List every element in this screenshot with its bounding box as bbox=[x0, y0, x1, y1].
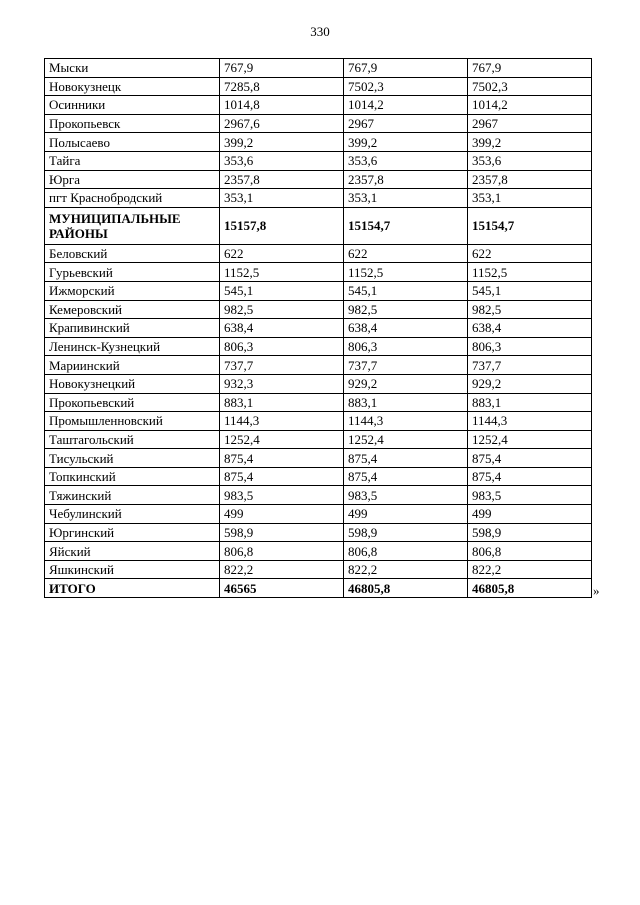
table-row bbox=[45, 244, 592, 263]
row-name-cell: Ленинск-Кузнецкий bbox=[45, 337, 220, 356]
value-cell: 932,3 bbox=[220, 374, 344, 393]
table-row bbox=[45, 523, 592, 542]
value-cell: 875,4 bbox=[344, 449, 468, 468]
table-row bbox=[45, 337, 592, 356]
value-cell: 622 bbox=[344, 244, 468, 263]
row-name-cell: Яйский bbox=[45, 542, 220, 561]
value-cell: 2357,8 bbox=[468, 170, 592, 189]
row-name-cell: Кемеровский bbox=[45, 300, 220, 319]
row-name-cell: Мыски bbox=[45, 59, 220, 78]
table-row bbox=[45, 449, 592, 468]
value-cell: 2357,8 bbox=[220, 170, 344, 189]
value-cell: 353,1 bbox=[220, 189, 344, 208]
table-row bbox=[45, 300, 592, 319]
row-name-cell: Ижморский bbox=[45, 281, 220, 300]
value-cell: 598,9 bbox=[220, 523, 344, 542]
value-cell: 1014,2 bbox=[344, 96, 468, 115]
row-name-cell: Тайга bbox=[45, 151, 220, 170]
value-cell: 1144,3 bbox=[468, 412, 592, 431]
value-cell: 875,4 bbox=[344, 467, 468, 486]
row-name-cell: Гурьевский bbox=[45, 263, 220, 282]
row-name-cell: Тисульский bbox=[45, 449, 220, 468]
row-name-cell: Юргинский bbox=[45, 523, 220, 542]
value-cell: 15157,8 bbox=[220, 207, 344, 244]
value-cell: 353,6 bbox=[344, 151, 468, 170]
value-cell: 2967,6 bbox=[220, 114, 344, 133]
table-row bbox=[45, 430, 592, 449]
value-cell: 622 bbox=[468, 244, 592, 263]
table-row bbox=[45, 505, 592, 524]
table-row bbox=[45, 59, 592, 78]
value-cell: 1152,5 bbox=[220, 263, 344, 282]
value-cell: 598,9 bbox=[344, 523, 468, 542]
value-cell: 982,5 bbox=[468, 300, 592, 319]
value-cell: 598,9 bbox=[468, 523, 592, 542]
value-cell: 638,4 bbox=[344, 319, 468, 338]
value-cell: 737,7 bbox=[220, 356, 344, 375]
value-cell: 622 bbox=[220, 244, 344, 263]
value-cell: 806,3 bbox=[344, 337, 468, 356]
row-name-cell: Прокопьевск bbox=[45, 114, 220, 133]
value-cell: 399,2 bbox=[220, 133, 344, 152]
value-cell: 1014,8 bbox=[220, 96, 344, 115]
table-row bbox=[45, 319, 592, 338]
table-row bbox=[45, 579, 592, 598]
row-name-cell: Топкинский bbox=[45, 467, 220, 486]
value-cell: 499 bbox=[468, 505, 592, 524]
value-cell: 883,1 bbox=[344, 393, 468, 412]
value-cell: 875,4 bbox=[468, 449, 592, 468]
value-cell: 822,2 bbox=[468, 560, 592, 579]
table-row bbox=[45, 356, 592, 375]
value-cell: 737,7 bbox=[344, 356, 468, 375]
value-cell: 46805,8 bbox=[468, 579, 592, 598]
closing-quote: » bbox=[593, 583, 600, 598]
value-cell: 929,2 bbox=[468, 374, 592, 393]
table-row bbox=[45, 133, 592, 152]
value-cell: 499 bbox=[344, 505, 468, 524]
value-cell: 638,4 bbox=[220, 319, 344, 338]
value-cell: 982,5 bbox=[220, 300, 344, 319]
value-cell: 983,5 bbox=[344, 486, 468, 505]
table-row bbox=[45, 281, 592, 300]
value-cell: 545,1 bbox=[344, 281, 468, 300]
table-row bbox=[45, 467, 592, 486]
row-name-cell: Юрга bbox=[45, 170, 220, 189]
value-cell: 499 bbox=[220, 505, 344, 524]
value-cell: 1152,5 bbox=[468, 263, 592, 282]
value-cell: 353,6 bbox=[220, 151, 344, 170]
value-cell: 2967 bbox=[344, 114, 468, 133]
value-cell: 7502,3 bbox=[468, 77, 592, 96]
row-name-cell: Новокузнецкий bbox=[45, 374, 220, 393]
value-cell: 806,3 bbox=[468, 337, 592, 356]
table-row bbox=[45, 170, 592, 189]
table-row bbox=[45, 207, 592, 244]
value-cell: 875,4 bbox=[220, 467, 344, 486]
row-name-cell: Тяжинский bbox=[45, 486, 220, 505]
value-cell: 7285,8 bbox=[220, 77, 344, 96]
table-row bbox=[45, 114, 592, 133]
value-cell: 15154,7 bbox=[468, 207, 592, 244]
value-cell: 883,1 bbox=[220, 393, 344, 412]
value-cell: 15154,7 bbox=[344, 207, 468, 244]
row-name-cell: Чебулинский bbox=[45, 505, 220, 524]
table-row bbox=[45, 412, 592, 431]
value-cell: 983,5 bbox=[220, 486, 344, 505]
row-name-cell: Полысаево bbox=[45, 133, 220, 152]
table-row bbox=[45, 189, 592, 208]
value-cell: 399,2 bbox=[344, 133, 468, 152]
value-cell: 7502,3 bbox=[344, 77, 468, 96]
row-name-cell: пгт Краснобродский bbox=[45, 189, 220, 208]
row-name-cell: Яшкинский bbox=[45, 560, 220, 579]
value-cell: 545,1 bbox=[468, 281, 592, 300]
value-cell: 1252,4 bbox=[220, 430, 344, 449]
value-cell: 806,8 bbox=[344, 542, 468, 561]
table-row bbox=[45, 560, 592, 579]
value-cell: 767,9 bbox=[220, 59, 344, 78]
value-cell: 1252,4 bbox=[344, 430, 468, 449]
value-cell: 353,1 bbox=[344, 189, 468, 208]
value-cell: 929,2 bbox=[344, 374, 468, 393]
value-cell: 1152,5 bbox=[344, 263, 468, 282]
value-cell: 767,9 bbox=[344, 59, 468, 78]
row-name-cell: Крапивинский bbox=[45, 319, 220, 338]
value-cell: 46805,8 bbox=[344, 579, 468, 598]
row-name-cell: Промышленновский bbox=[45, 412, 220, 431]
value-cell: 545,1 bbox=[220, 281, 344, 300]
value-cell: 737,7 bbox=[468, 356, 592, 375]
table-body bbox=[45, 59, 592, 598]
value-cell: 822,2 bbox=[344, 560, 468, 579]
value-cell: 638,4 bbox=[468, 319, 592, 338]
value-cell: 875,4 bbox=[468, 467, 592, 486]
table-row bbox=[45, 542, 592, 561]
value-cell: 1014,2 bbox=[468, 96, 592, 115]
table-row bbox=[45, 151, 592, 170]
value-cell: 875,4 bbox=[220, 449, 344, 468]
page-number: 330 bbox=[310, 24, 330, 39]
row-name-cell: Осинники bbox=[45, 96, 220, 115]
value-cell: 806,8 bbox=[468, 542, 592, 561]
value-cell: 982,5 bbox=[344, 300, 468, 319]
value-cell: 822,2 bbox=[220, 560, 344, 579]
value-cell: 46565 bbox=[220, 579, 344, 598]
table-row bbox=[45, 77, 592, 96]
value-cell: 2357,8 bbox=[344, 170, 468, 189]
table-row bbox=[45, 393, 592, 412]
row-name-cell: Беловский bbox=[45, 244, 220, 263]
row-name-cell: Таштагольский bbox=[45, 430, 220, 449]
value-cell: 806,3 bbox=[220, 337, 344, 356]
value-cell: 806,8 bbox=[220, 542, 344, 561]
value-cell: 399,2 bbox=[468, 133, 592, 152]
row-name-cell: Новокузнецк bbox=[45, 77, 220, 96]
table-row bbox=[45, 96, 592, 115]
row-name-cell: Мариинский bbox=[45, 356, 220, 375]
value-cell: 2967 bbox=[468, 114, 592, 133]
value-cell: 883,1 bbox=[468, 393, 592, 412]
table-row bbox=[45, 263, 592, 282]
row-name-cell: МУНИЦИПАЛЬНЫЕ РАЙОНЫ bbox=[45, 207, 220, 244]
row-name-cell: Прокопьевский bbox=[45, 393, 220, 412]
table-row bbox=[45, 486, 592, 505]
value-cell: 1144,3 bbox=[344, 412, 468, 431]
table-row bbox=[45, 374, 592, 393]
value-cell: 767,9 bbox=[468, 59, 592, 78]
value-cell: 353,6 bbox=[468, 151, 592, 170]
row-name-cell: ИТОГО bbox=[45, 579, 220, 598]
value-cell: 353,1 bbox=[468, 189, 592, 208]
value-cell: 1144,3 bbox=[220, 412, 344, 431]
value-cell: 983,5 bbox=[468, 486, 592, 505]
value-cell: 1252,4 bbox=[468, 430, 592, 449]
data-table bbox=[44, 58, 592, 598]
